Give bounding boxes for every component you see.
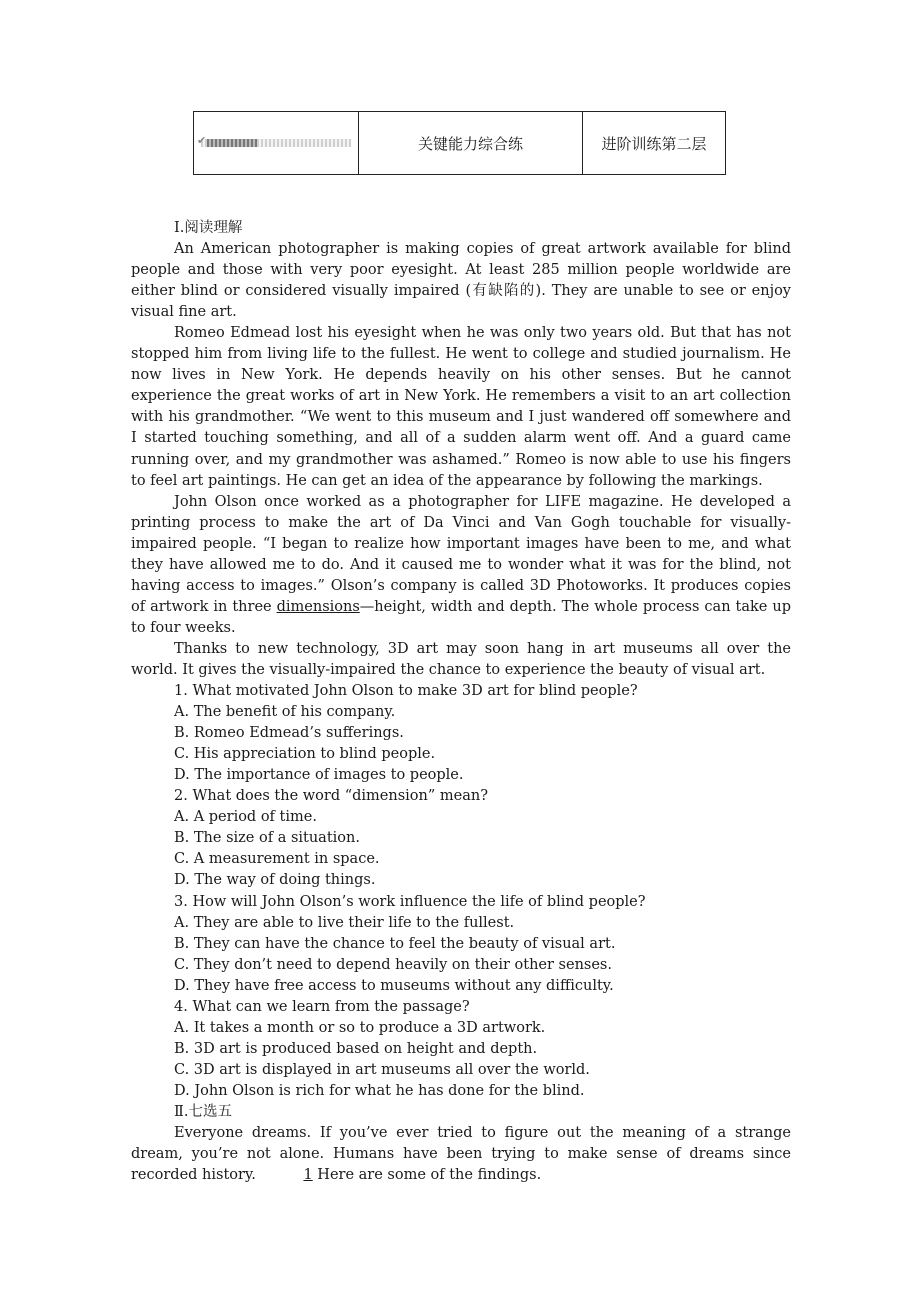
option-line: A. It takes a month or so to produce a 3D artwork. [174, 1019, 546, 1036]
option-line: C. His appreciation to blind people. [174, 746, 436, 763]
answer-blank: 1 [303, 1167, 313, 1184]
option-line: D. The way of doing things. [174, 872, 376, 889]
passage-paragraph-1: An American photographer is making copies of great artwork available for blind people and those with very poor eyesight. At least 285 million people worldwide are either blind or considered visually impaired (有缺陷的). They are unable to see or enjoy visual fine art. [131, 241, 791, 321]
paragraph-3-text-after: —height, width and depth. The whole process can take up to four weeks. [131, 598, 791, 636]
option-line: C. 3D art is displayed in art museums all over the world. [174, 1061, 590, 1078]
section2-text-after: Here are some of the findings. [312, 1167, 542, 1184]
check-icon: ✔ [197, 134, 207, 147]
option-line: B. They can have the chance to feel the beauty of visual art. [174, 935, 616, 952]
section1-heading: Ⅰ.阅读理解 [174, 220, 243, 236]
underlined-word: dimensions [276, 598, 360, 615]
header-title: 关键能力综合练 [417, 134, 523, 153]
question-line: 1. What motivated John Olson to make 3D art for blind people? [174, 683, 638, 700]
option-line: C. They don’t need to depend heavily on their other senses. [174, 956, 612, 973]
content [131, 218, 791, 1186]
header-level: 进阶训练第二层 [601, 134, 707, 153]
option-line: A. The benefit of his company. [174, 704, 396, 721]
passage-paragraph-3 [131, 492, 791, 639]
header-table [193, 111, 726, 175]
section2-heading: Ⅱ.七选五 [174, 1103, 232, 1120]
option-line: A. They are able to live their life to the fullest. [174, 914, 515, 931]
option-line: B. 3D art is produced based on height and depth. [174, 1040, 538, 1057]
option-line: A. A period of time. [174, 809, 317, 826]
passage-paragraph-4: Thanks to new technology, 3D art may soon hang in art museums all over the world. It gives the visually-impaired the chance to experience the beauty of visual art. [131, 640, 791, 678]
header-logo-cell [194, 112, 359, 174]
passage-paragraph-2: Romeo Edmead lost his eyesight when he was only two years old. But that has not stopped him from living life to the fullest. He went to college and studied journalism. He now lives in New York. He depends heavily on his other senses. But he cannot experience the great works of art in New York. He remembers a visit to an art collection with his grandmother. “We went to this museum and I just wandered off somewhere and I started touching something, and all of a sudden alarm went off. And a guard came running over, and my grandmother was ashamed.” Romeo is now able to use his fingers to feel art paintings. He can get an idea of the appearance by following the markings. [131, 325, 791, 489]
question-line: 2. What does the word “dimension” mean? [174, 788, 488, 805]
option-line: D. The importance of images to people. [174, 767, 464, 784]
option-line: D. John Olson is rich for what he has done for the blind. [174, 1082, 585, 1099]
question-line: 3. How will John Olson’s work influence the life of blind people? [174, 893, 646, 910]
paragraph-3-text-before: John Olson once worked as a photographer for LIFE magazine. He developed a printing process to make the art of Da Vinci and Van Gogh touchable for visually-impaired people. “I began to realize how important images have been to me, and what they have allowed me to do. And it caused me to wonder what it was for the blind, not having access to images.” Olson’s company is called 3D Photoworks. It produces copies of artwork in three [131, 493, 791, 615]
option-line: B. Romeo Edmead’s sufferings. [174, 725, 404, 742]
question-line: 4. What can we learn from the passage? [174, 998, 470, 1015]
section2-text-before: Everyone dreams. If you’ve ever tried to figure out the meaning of a strange dream, you’re not alone. Humans have been trying to make sense of dreams since recorded history. [131, 1125, 791, 1184]
logo-bar-graphic [197, 134, 351, 147]
option-line: D. They have free access to museums without any difficulty. [174, 977, 614, 994]
option-line: C. A measurement in space. [174, 851, 380, 868]
section2-paragraph-1 [131, 1123, 791, 1186]
option-line: B. The size of a situation. [174, 830, 360, 847]
header-level-cell [583, 112, 725, 174]
header-title-cell [359, 112, 583, 174]
